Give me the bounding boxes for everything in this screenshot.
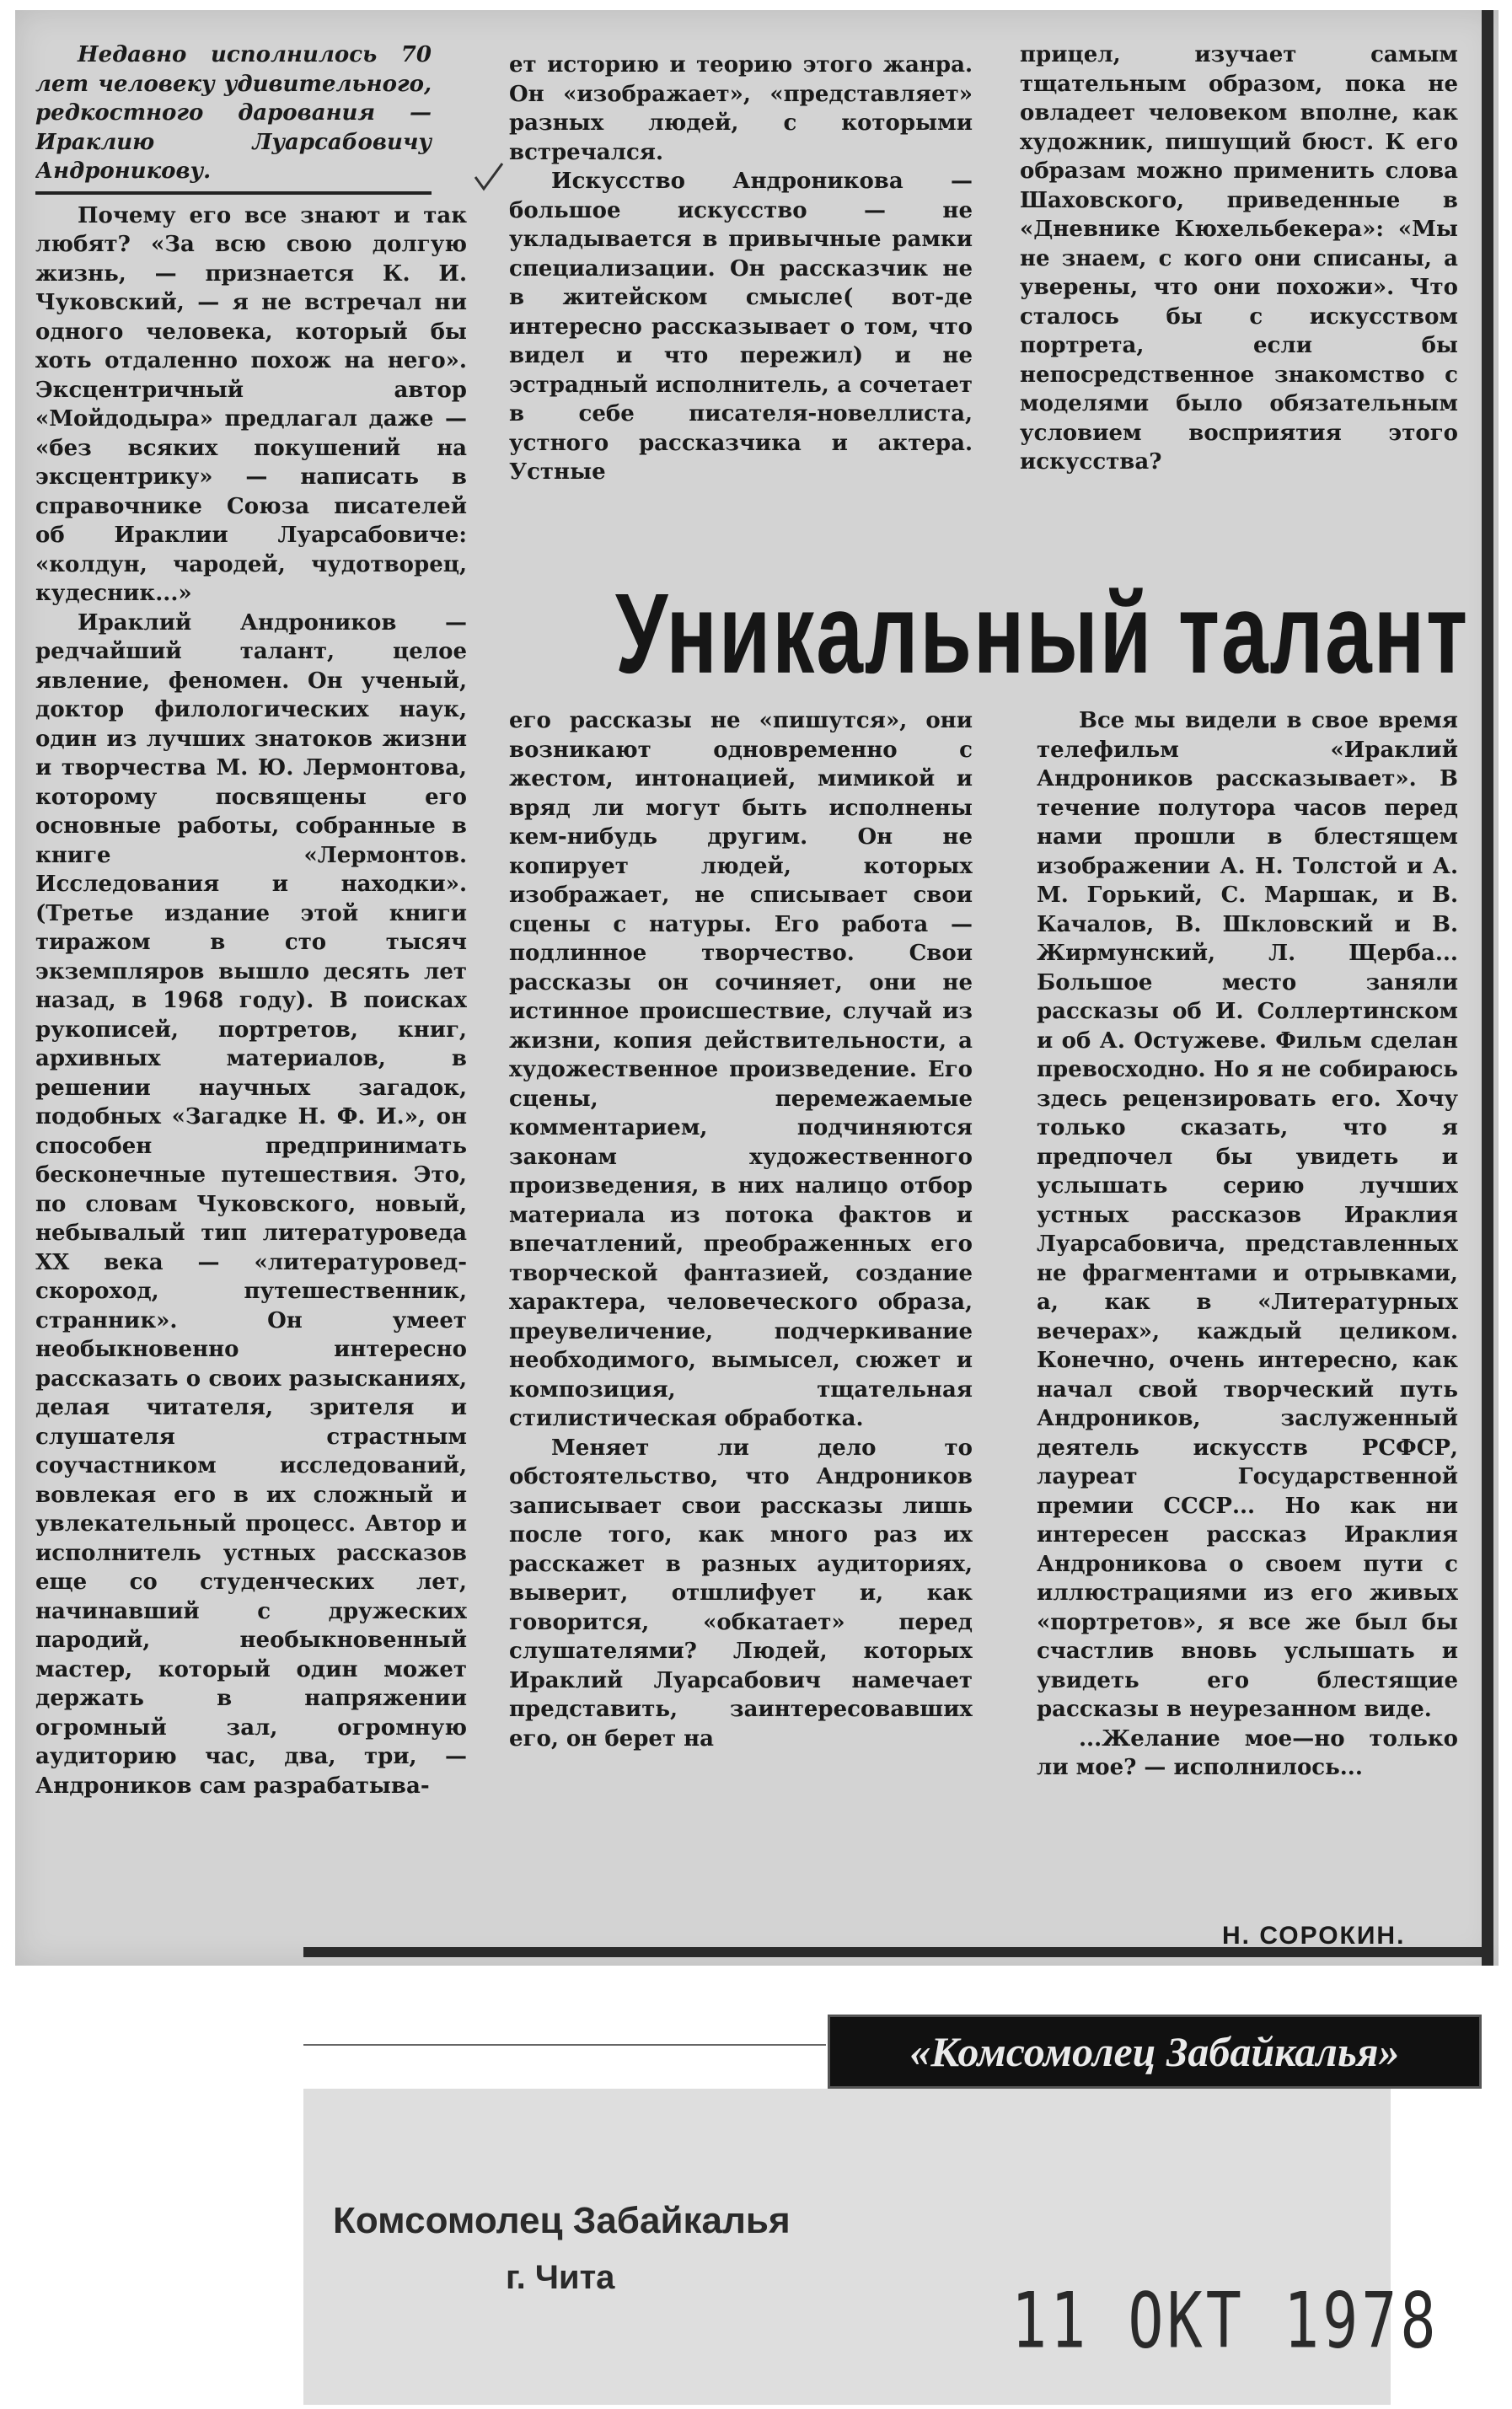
stamp-newspaper-name: Комсомолец Забайкалья — [333, 2200, 791, 2241]
article-column-3 — [1020, 40, 1458, 538]
lead-block — [35, 40, 432, 195]
article-column-1 — [35, 40, 467, 1979]
paragraph: Все мы видели в свое время телефильм «Ираклий Андроников рассказывает». В течение полутора часов перед нами прошли в блестящем изображении А. Н. Толстой и А. М. Горький, С. Маршак, и В. Качалов, В. Шкловский и В. Жирмунский, Л. Щерба... Большое место заняли рассказы об И. Соллертинском и об А. Остужеве. Фильм сделан превосходно. Но я не собираюсь здесь рецензировать его. Хочу только сказать, что я предпочел бы увидеть и услышать серию лучших устных рассказов Ираклия Луарсабовича, представленных не фрагментами и отрывками, а, как в «Литературных вечерах», каждый целиком. Конечно, очень интересно, как начал свой творческий путь Андроников, заслуженный деятель искусств РСФСР, лауреат Государственной премии СССР... Но как ни интересен рассказ Ираклия Андроникова о своем пути с иллюстрациями из его живых «портретов», я все же был бы счастлив вновь услышать и увидеть его блестящие рассказы в неурезанном виде. — [1037, 708, 1458, 1722]
paragraph: Почему его все знают и так любят? «За всю свою долгую жизнь, — признается К. И. Чуковский, — я не встречал ни одного человека, который бы хоть отдаленно похож на него». Эксцентричный автор «Мойдодыра» предлагал даже — «без всяких покушений на эксцентрику» — написать в справочнике Союза писателей об Ираклии Луарсабовиче: «колдун, чародей, чудотворец, кудесник...» — [35, 202, 467, 606]
author-byline: Н. СОРОКИН. — [1222, 1922, 1406, 1950]
stamp-date: 11 ОКТ 1978 — [1011, 2276, 1440, 2366]
paragraph: его рассказы не «пишутся», они возникают одновременно с жестом, интонацией, мимикой и вряд ли могут быть исполнены кем-нибудь другим. Он не копирует людей, которых изображает, не списывает свои сцены с натуры. Его работа — подлинное творчество. Свои рассказы он сочиняет, они не истинное происшествие, случай из жизни, копия действительности, а художественное произведение. Его сцены, перемежаемые комментарием, подчиняются законам художественного произведения, в них налицо отбор материала из потока фактов и впечатлений, преображенных его творческой фантазией, создание характера, человеческого образа, преувеличение, подчеркивание необходимого, вымысел, сюжет и композиция, тщательная стилистическая обработка. — [509, 708, 973, 1431]
paragraph: ет историю и теорию этого жанра. Он «изображает», «представляет» разных людей, с которыми встречался. — [509, 52, 973, 165]
paragraph: Ираклий Андроников — редчайший талант, целое явление, феномен. Он ученый, доктор филологических наук, один из лучших знатоков жизни и творчества М. Ю. Лермонтова, которому посвящены его основные работы, собранные в книге «Лермонтов. Исследования и находки». (Третье издание этой книги тиражом в сто тысяч экземпляров вышло десять лет назад, в 1968 году). В поисках рукописей, портретов, книг, архивных материалов, в решении научных загадок, подобных «Загадке Н. Ф. И.», он способен предпринимать бесконечные путешествия. Это, по словам Чуковского, новый, небывалый тип литературоведа XX века — «литературовед-скороход, путешественник, странник». Он умеет необыкновенно интересно рассказать о своих разысканиях, делая читателя, зрителя и слушателя страстным соучастником исследований, вовлекая его в их сложный и увлекательный процесс. Автор и исполнитель устных рассказов еще со студенческих лет, начинавший с дружеских пародий, необыкновенный мастер, который один может держать в напряжении огромный зал, огромную аудиторию час, два, три, — Андроников сам разрабатыва- — [35, 609, 467, 1799]
article-lead: Недавно исполнилось 70 лет человеку удивительного, редкостного дарования — Ираклию Луарсабовичу Андроникову. — [35, 42, 432, 184]
stamp-city: г. Чита — [506, 2259, 615, 2296]
paragraph: ...Желание мое—но только ли мое? — исполнилось... — [1037, 1725, 1458, 1780]
paragraph: Меняет ли дело то обстоятельство, что Андроников записывает свои рассказы лишь после того, как много раз их расскажет в разных аудиториях, выверит, отшлифует и, как говорится, «обкатает» перед слушателями? Людей, которых Ираклий Луарсабович намечает представить, заинтересовавших его, он берет на — [509, 1435, 973, 1752]
divider — [303, 2044, 826, 2046]
article-column-3-lower — [1037, 706, 1458, 1802]
newspaper-masthead: «Комсомолец Забайкалья» — [828, 2015, 1482, 2089]
pen-check-mark-icon — [472, 160, 506, 194]
article-column-2 — [509, 51, 973, 531]
paragraph: Искусство Андроникова — большое искусство — не укладывается в привычные рамки специализации. Он рассказчик не в житейском смысле( вот-де интересно рассказывает о том, что видел и что пережил) и не эстрадный исполнитель, а сочетает в себе писателя-новеллиста, устного рассказчика и актера. Устные — [509, 169, 973, 485]
article-column-2-lower — [509, 706, 973, 1945]
paragraph: прицел, изучает самым тщательным образом, пока не овладеет человеком вполне, как художник, пишущий бюст. К его образам можно применить слова Шаховского, приведенные в «Дневнике Кюхельбекера»: «Мы не знаем, с кого они списаны, а уверены, что они похожи». Что сталось бы с искусством портрета, если бы непосредственное знакомство с моделями было обязательным условием восприятия этого искусства? — [1020, 42, 1458, 475]
headline: Уникальный талант — [615, 570, 1470, 698]
clipping-shadow-right — [1482, 10, 1493, 1966]
